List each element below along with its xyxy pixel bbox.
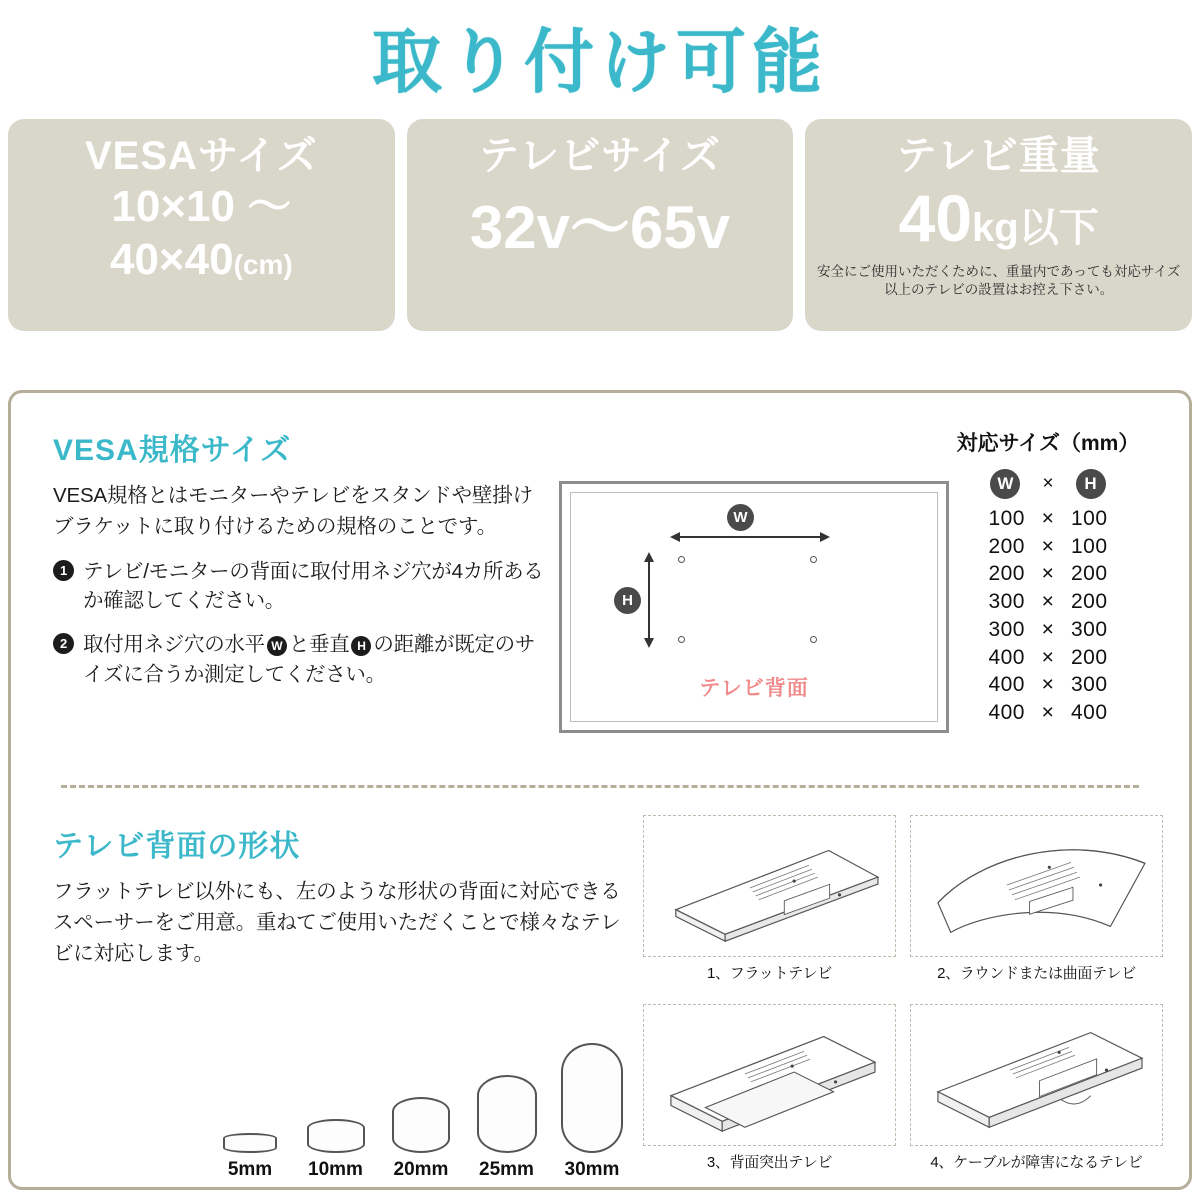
spacer-item (297, 1119, 375, 1181)
section-vesa-standard (11, 393, 1189, 783)
section-vesa-heading: VESA規格サイズ (53, 434, 292, 467)
spacer-ring-icon (561, 1043, 623, 1153)
cell-x: × (1041, 645, 1055, 669)
spec-card-tv-weight (805, 119, 1192, 331)
width-arrow-icon (670, 526, 830, 548)
spec-card-tv-size-label: テレビサイズ (479, 134, 721, 178)
spacer-label: 5mm (227, 1159, 273, 1180)
section-shape-paragraph: フラットテレビ以外にも、左のような形状の背面に対応できるスペーサーをご用意。重ねてご使用いただくことで様々なテレビに対応します。 (53, 880, 621, 965)
tv-type-caption: 4、ケーブルが障害になるテレビ (930, 1154, 1143, 1171)
spec-card-tv-weight-label: テレビ重量 (896, 134, 1101, 178)
vesa-bullet-2-text-c: の距離が既定のサイズに合うか測定してください。 (83, 632, 536, 686)
spacer-ring-icon (392, 1097, 450, 1153)
column-header-h: H (1076, 469, 1106, 499)
tv-back-caption: テレビ背面 (699, 677, 809, 700)
tv-type-illustration-flat (643, 815, 896, 957)
spacer-item (553, 1043, 631, 1181)
spacer-item (468, 1075, 546, 1181)
table-row (933, 560, 1163, 588)
screw-hole-icon (678, 636, 685, 643)
tv-type-cell (643, 1004, 896, 1185)
cell-h: 200 (1071, 562, 1108, 586)
cell-h: 400 (1071, 701, 1108, 725)
cell-w: 300 (988, 590, 1025, 614)
height-arrow-icon (638, 552, 660, 648)
tv-type-caption: 2、ラウンドまたは曲面テレビ (937, 965, 1136, 982)
vesa-bullet-1-marker (53, 557, 83, 616)
table-row (933, 588, 1163, 616)
cell-w: 200 (988, 562, 1025, 586)
table-row (933, 505, 1163, 533)
vesa-bullet-1 (53, 557, 553, 616)
curved-tv-icon (911, 816, 1162, 956)
vesa-bullet-1-text: テレビ/モニターの背面に取付用ネジ穴が4カ所あるか確認してください。 (83, 559, 544, 613)
cell-x: × (1041, 562, 1055, 586)
h-badge: H (614, 587, 641, 614)
spec-card-vesa-label: VESAサイズ (84, 134, 318, 178)
cable-obstruction-tv-icon (911, 1005, 1162, 1145)
h-badge-icon: H (351, 636, 371, 656)
tv-type-cell (910, 815, 1163, 996)
tv-type-caption: 3、背面突出テレビ (706, 1154, 833, 1171)
column-header-w: W (990, 469, 1020, 499)
vesa-bullet-2 (53, 630, 553, 689)
vesa-bullet-2-text-a: 取付用ネジ穴の水平 (83, 632, 265, 656)
section-vesa-paragraph: VESA規格とはモニターやテレビをスタンドや壁掛けブラケットに取り付けるための規格のことです。 (53, 484, 533, 538)
vesa-bullet-2-marker (53, 630, 83, 689)
spec-card-tv-weight-value (805, 181, 1192, 257)
cell-x: × (1041, 673, 1055, 697)
cell-h: 100 (1071, 507, 1108, 530)
spacer-label: 20mm (393, 1159, 449, 1180)
spacer-ring-icon (223, 1133, 277, 1153)
tv-type-cell (643, 815, 896, 996)
spacer-lineup (211, 1001, 631, 1181)
cell-w: 400 (988, 673, 1025, 697)
cell-x: × (1041, 507, 1055, 530)
spacer-label: 30mm (564, 1159, 620, 1180)
spacer-label: 10mm (308, 1159, 363, 1180)
vesa-range-line1: 10×10 ～ (111, 182, 292, 231)
vesa-range-unit: (cm) (233, 248, 293, 280)
w-badge: W (727, 504, 754, 531)
cell-h: 300 (1071, 673, 1108, 697)
screw-hole-icon (810, 636, 817, 643)
table-row (933, 533, 1163, 561)
spec-card-tv-size-value: 32v～65v (469, 194, 731, 261)
table-row (933, 699, 1163, 727)
spec-cards (0, 101, 1200, 331)
screw-hole-icon (810, 556, 817, 563)
cell-x: × (1041, 701, 1055, 725)
spec-card-vesa-size (8, 119, 395, 331)
spec-card-tv-size (407, 119, 794, 331)
spacer-ring-icon (477, 1075, 537, 1153)
vesa-bullet-2-text (83, 630, 553, 689)
spacer-item (211, 1133, 289, 1181)
cell-w: 400 (988, 645, 1025, 669)
tv-type-grid (643, 815, 1163, 1185)
cell-w: 300 (988, 617, 1025, 641)
cell-w: 400 (988, 701, 1025, 725)
tv-type-illustration-curved (910, 815, 1163, 957)
cell-h: 100 (1071, 534, 1108, 558)
cell-x: × (1041, 617, 1055, 641)
table-row (933, 644, 1163, 672)
cell-h: 300 (1071, 617, 1108, 641)
supported-sizes-title: 対応サイズ（mm） (956, 432, 1140, 455)
tv-type-illustration-cable (910, 1004, 1163, 1146)
vesa-range-line2-value: 40×40 (109, 234, 234, 284)
supported-sizes-header (933, 469, 1163, 499)
tv-type-caption: 1、フラットテレビ (706, 965, 833, 982)
cell-x: × (1041, 534, 1055, 558)
table-row (933, 671, 1163, 699)
circled-number-icon: 2 (53, 633, 74, 654)
section-tv-back-shape (11, 811, 1189, 1191)
screw-hole-icon (678, 556, 685, 563)
tv-type-cell (910, 1004, 1163, 1185)
section-shape-text (53, 821, 633, 969)
protruding-back-tv-icon (644, 1005, 895, 1145)
vesa-range-line2 (8, 234, 395, 287)
page-title: 取り付け可能 (372, 23, 828, 101)
flat-tv-icon (644, 816, 895, 956)
details-panel (8, 390, 1192, 1190)
weight-number: 40 (898, 181, 973, 255)
header-times-symbol: × (1042, 473, 1054, 494)
cell-h: 200 (1071, 645, 1108, 669)
tv-back-diagram (559, 481, 949, 733)
table-row (933, 616, 1163, 644)
spacer-ring-icon (307, 1119, 365, 1153)
tv-type-illustration-protruding (643, 1004, 896, 1146)
cell-w: 100 (988, 507, 1025, 530)
vesa-bullet-2-text-b: と垂直 (288, 632, 350, 656)
supported-sizes-rows (933, 505, 1163, 727)
supported-sizes-table (933, 427, 1163, 727)
section-divider (61, 785, 1139, 788)
cell-x: × (1041, 590, 1055, 614)
section-shape-heading: テレビ背面の形状 (53, 830, 301, 863)
spacer-item (382, 1097, 460, 1181)
cell-h: 200 (1071, 590, 1108, 614)
section-vesa-text (53, 425, 553, 689)
cell-w: 200 (988, 534, 1025, 558)
spec-card-vesa-values (8, 181, 395, 287)
w-badge-icon: W (267, 636, 287, 656)
spacer-label: 25mm (479, 1159, 534, 1180)
weight-unit: kg以下 (972, 206, 1099, 250)
spec-card-tv-weight-note: 安全にご使用いただくために、重量内であっても対応サイズ以上のテレビの設置はお控え下さい。 (817, 263, 1181, 298)
circled-number-icon: 1 (53, 560, 74, 581)
